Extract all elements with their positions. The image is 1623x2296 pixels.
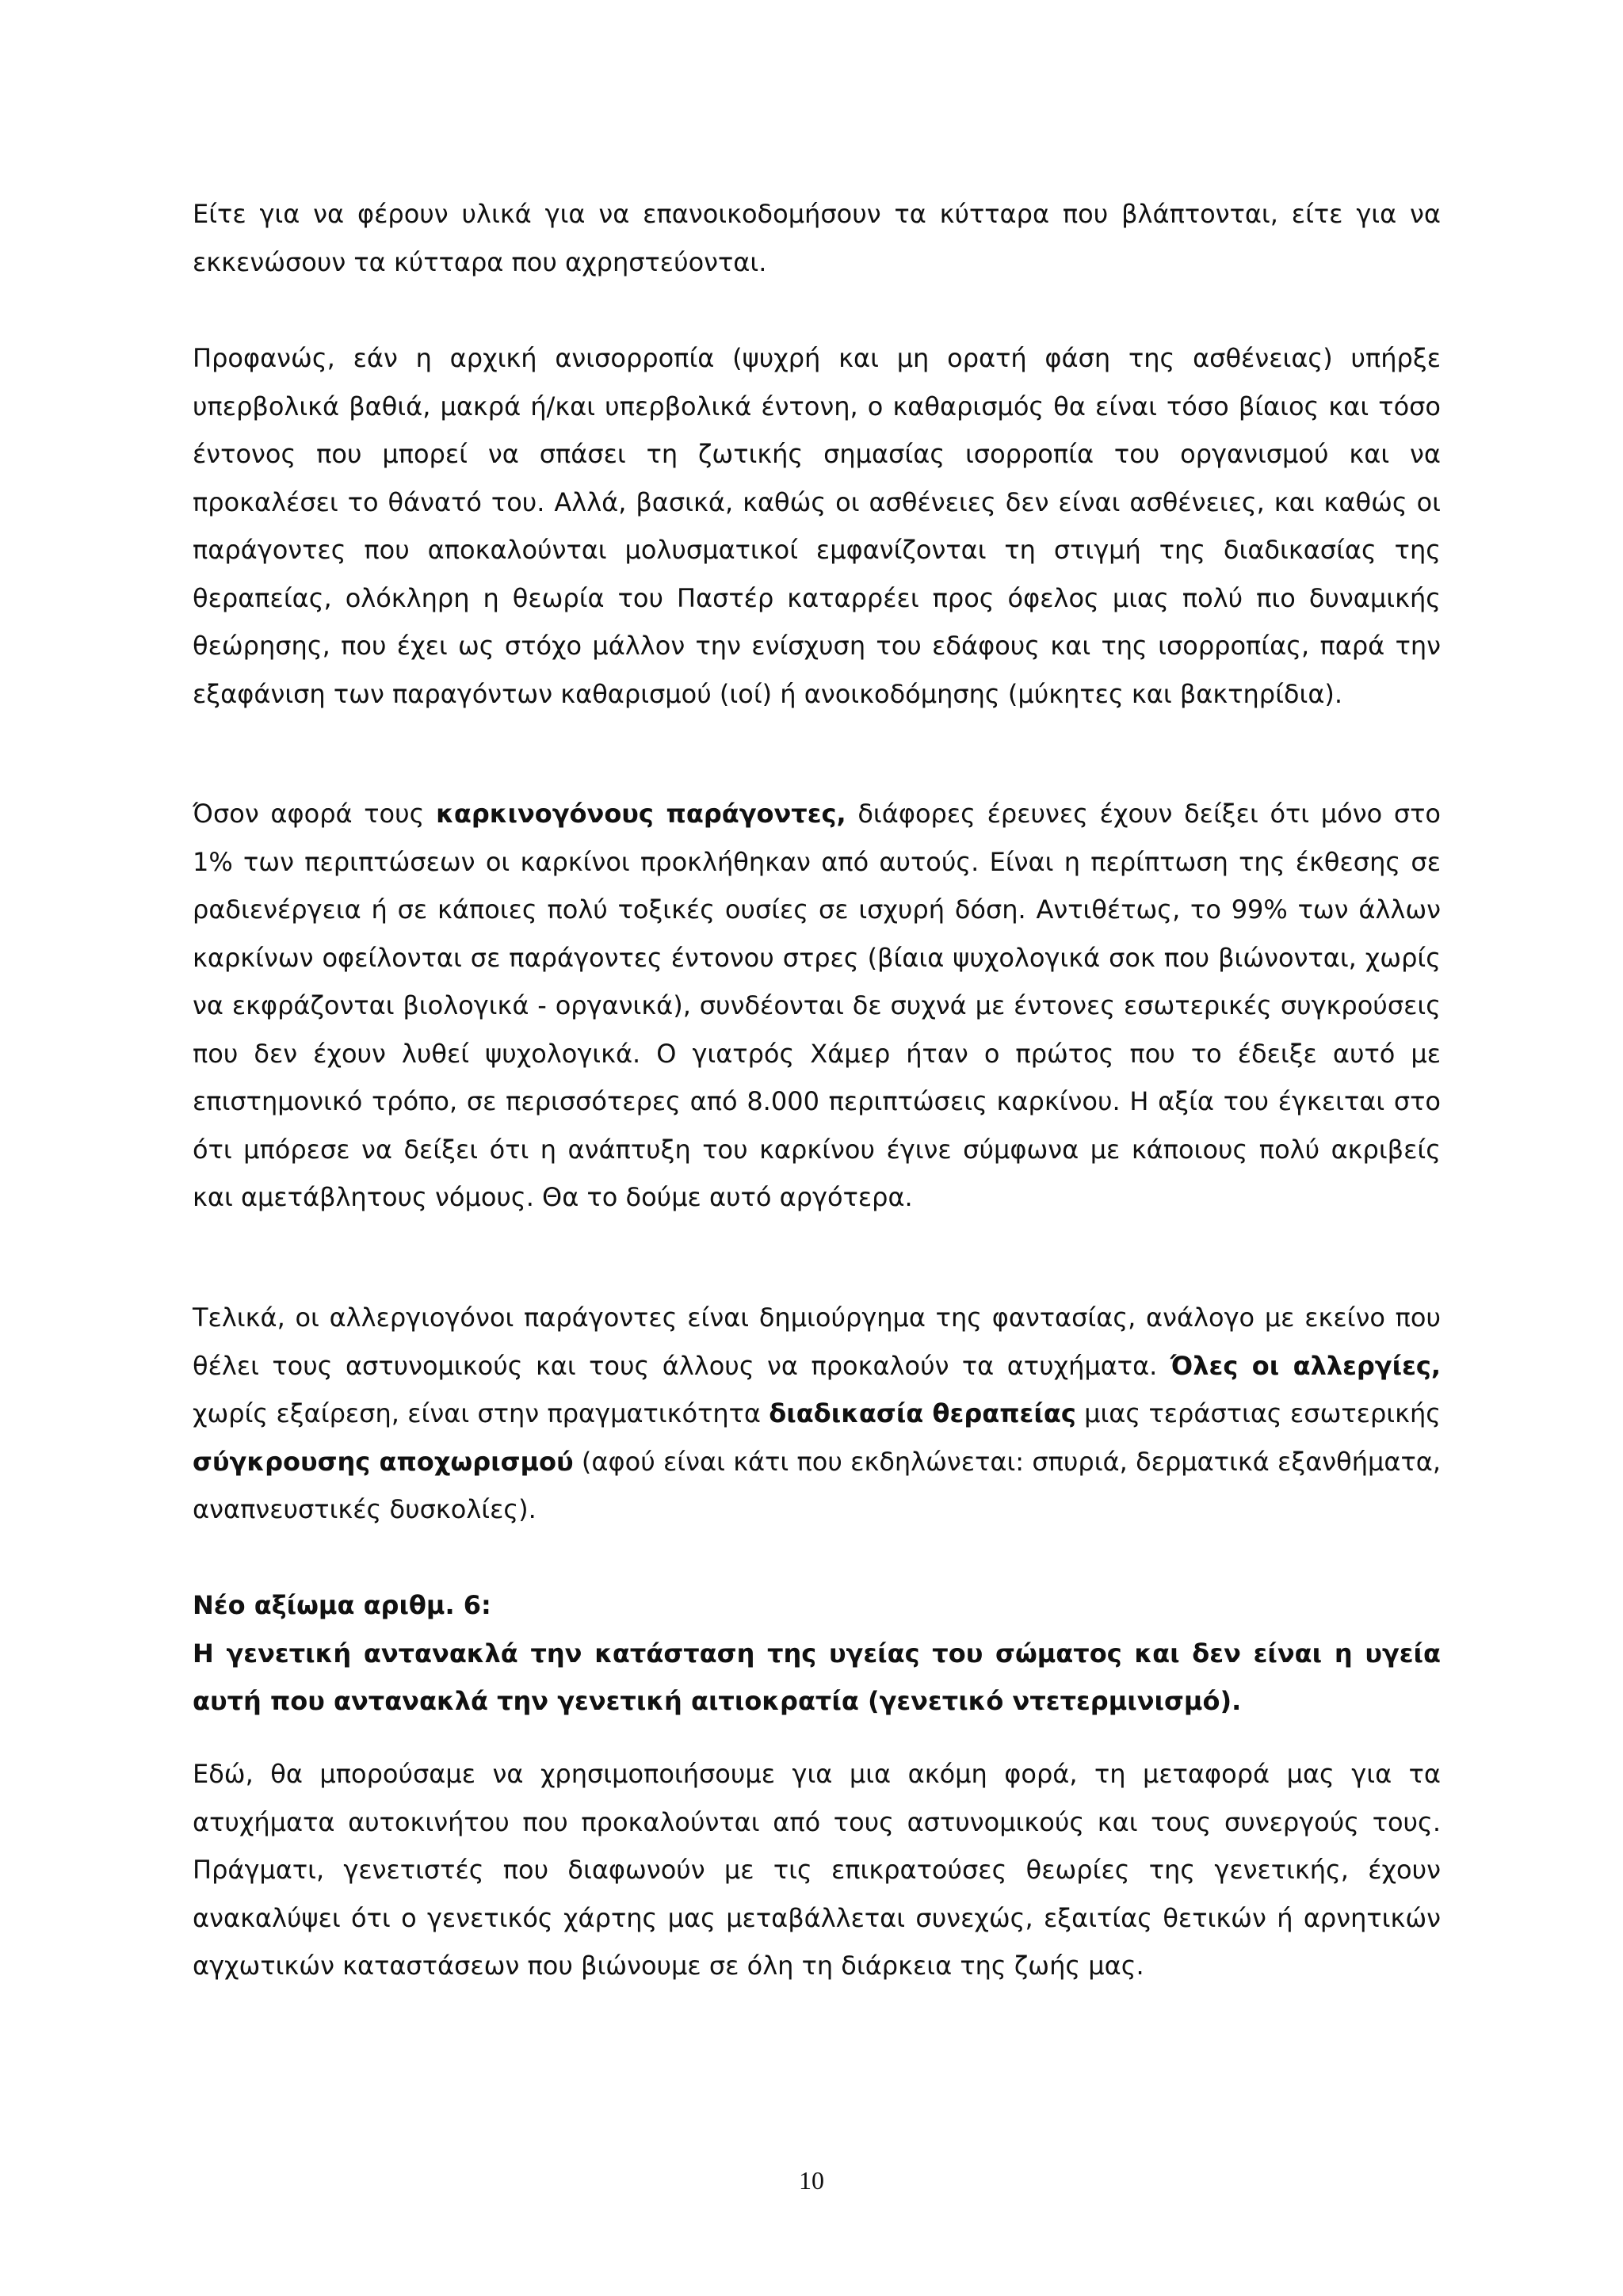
- paragraph-2: [193, 334, 1441, 718]
- paragraph-1: [193, 190, 1441, 286]
- page-number: 10: [799, 2166, 824, 2195]
- separation-conflict-bold: σύγκρουσης αποχωρισμού: [193, 1446, 574, 1477]
- healing-process-bold: διαδικασία θεραπείας: [769, 1398, 1076, 1428]
- paragraph-genetics: [193, 1750, 1441, 1990]
- carcinogens-bold: καρκινογόνους παράγοντες,: [436, 799, 846, 829]
- axiom-heading: Νέο αξίωμα αριθμ. 6:: [193, 1590, 491, 1620]
- paragraph-6-text: Εδώ, θα μπορούσαμε να χρησιμοποιήσουμε για μια ακόμη φορά, τη μεταφορά μας για τα ατυχήματα αυτοκινήτου που προκαλούνται από τους αστυνομικούς και τους συνεργούς τους. Πράγματι, γενετιστές που διαφωνούν με τις επικρατούσες θεωρίες της γενετικής, έχουν ανακαλύψει ότι ο γενετικός χάρτης μας μεταβάλλεται συνεχώς, εξαιτίας θετικών ή αρνητικών αγχωτικών καταστάσεων που βιώνουμε σε όλη τη διάρκεια της ζωής μας.: [193, 1759, 1441, 1981]
- paragraph-4-lead: Τελικά, οι αλλεργιογόνοι παράγοντες είναι δημιούργημα της φαντασίας, ανάλογο με εκείνο που θέλει τους αστυνομικούς και τους άλλους να προκαλούν τα ατυχήματα.: [193, 1302, 1441, 1381]
- allergies-bold: Όλες οι αλλεργίες,: [1170, 1350, 1442, 1381]
- paragraph-4-rest: (αφού είναι κάτι που εκδηλώνεται: σπυριά, δερματικά εξανθήματα, αναπνευστικές δυσκολίες).: [193, 1446, 1442, 1524]
- paragraph-1-text: Είτε για να φέρουν υλικά για να επανοικοδομήσουν τα κύτταρα που βλάπτονται, είτε για να εκκενώσουν τα κύτταρα που αχρηστεύονται.: [193, 199, 1441, 277]
- paragraph-carcinogens: [193, 790, 1441, 1222]
- paragraph-4-mid1: χωρίς εξαίρεση, είναι στην πραγματικότητα: [193, 1398, 769, 1428]
- paragraph-4-mid2: μιας τεράστιας εσωτερικής: [1075, 1398, 1442, 1428]
- paragraph-2-text: Προφανώς, εάν η αρχική ανισορροπία (ψυχρή και μη ορατή φάση της ασθένειας) υπήρξε υπερβολικά βαθιά, μακρά ή/και υπερβολικά έντονη, ο καθαρισμός θα είναι τόσο βίαιος και τόσο έντονος που μπορεί να σπάσει τη ζωτικής σημασίας ισορροπία του οργανισμού και να προκαλέσει το θάνατό του. Αλλά, βασικά, καθώς οι ασθένειες δεν είναι ασθένειες, και καθώς οι παράγοντες που αποκαλούνται μολυσματικοί εμφανίζονται τη στιγμή της διαδικασίας της θεραπείας, ολόκληρη η θεωρία του Παστέρ καταρρέει προς όφελος μιας πολύ πιο δυναμικής θεώρησης, που έχει ως στόχο μάλλον την ενίσχυση του εδάφους και της ισορροπίας, παρά την εξαφάνιση των παραγόντων καθαρισμού (ιοί) ή ανοικοδόμησης (μύκητες και βακτηρίδια).: [193, 343, 1441, 709]
- axiom-statement: Η γενετική αντανακλά την κατάσταση της υγείας του σώματος και δεν είναι η υγεία αυτή που αντανακλά την γενετική αιτιοκρατία (γενετικό ντετερμινισμό).: [193, 1638, 1441, 1716]
- paragraph-3-rest: διάφορες έρευνες έχουν δείξει ότι μόνο στο 1% των περιπτώσεων οι καρκίνοι προκλήθηκαν από αυτούς. Είναι η περίπτωση της έκθεσης σε ραδιενέργεια ή σε κάποιες πολύ τοξικές ουσίες σε ισχυρή δόση. Αντιθέτως, το 99% των άλλων καρκίνων οφείλονται σε παράγοντες έντονου στρες (βίαια ψυχολογικά σοκ που βιώνονται, χωρίς να εκφράζονται βιολογικά - οργανικά), συνδέονται δε συχνά με έντονες εσωτερικές συγκρούσεις που δεν έχουν λυθεί ψυχολογικά. Ο γιατρός Χάμερ ήταν ο πρώτος που το έδειξε αυτό με επιστημονικό τρόπο, σε περισσότερες από 8.000 περιπτώσεις καρκίνου. Η αξία του έγκειται στο ότι μπόρεσε να δείξει ότι η ανάπτυξη του καρκίνου έγινε σύμφωνα με κάποιους πολύ ακριβείς και αμετάβλητους νόμους. Θα το δούμε αυτό αργότερα.: [193, 799, 1442, 1212]
- axiom-6-block: [193, 1581, 1441, 1726]
- paragraph-allergies: [193, 1294, 1441, 1534]
- paragraph-3-lead: Όσον αφορά τους: [193, 799, 437, 829]
